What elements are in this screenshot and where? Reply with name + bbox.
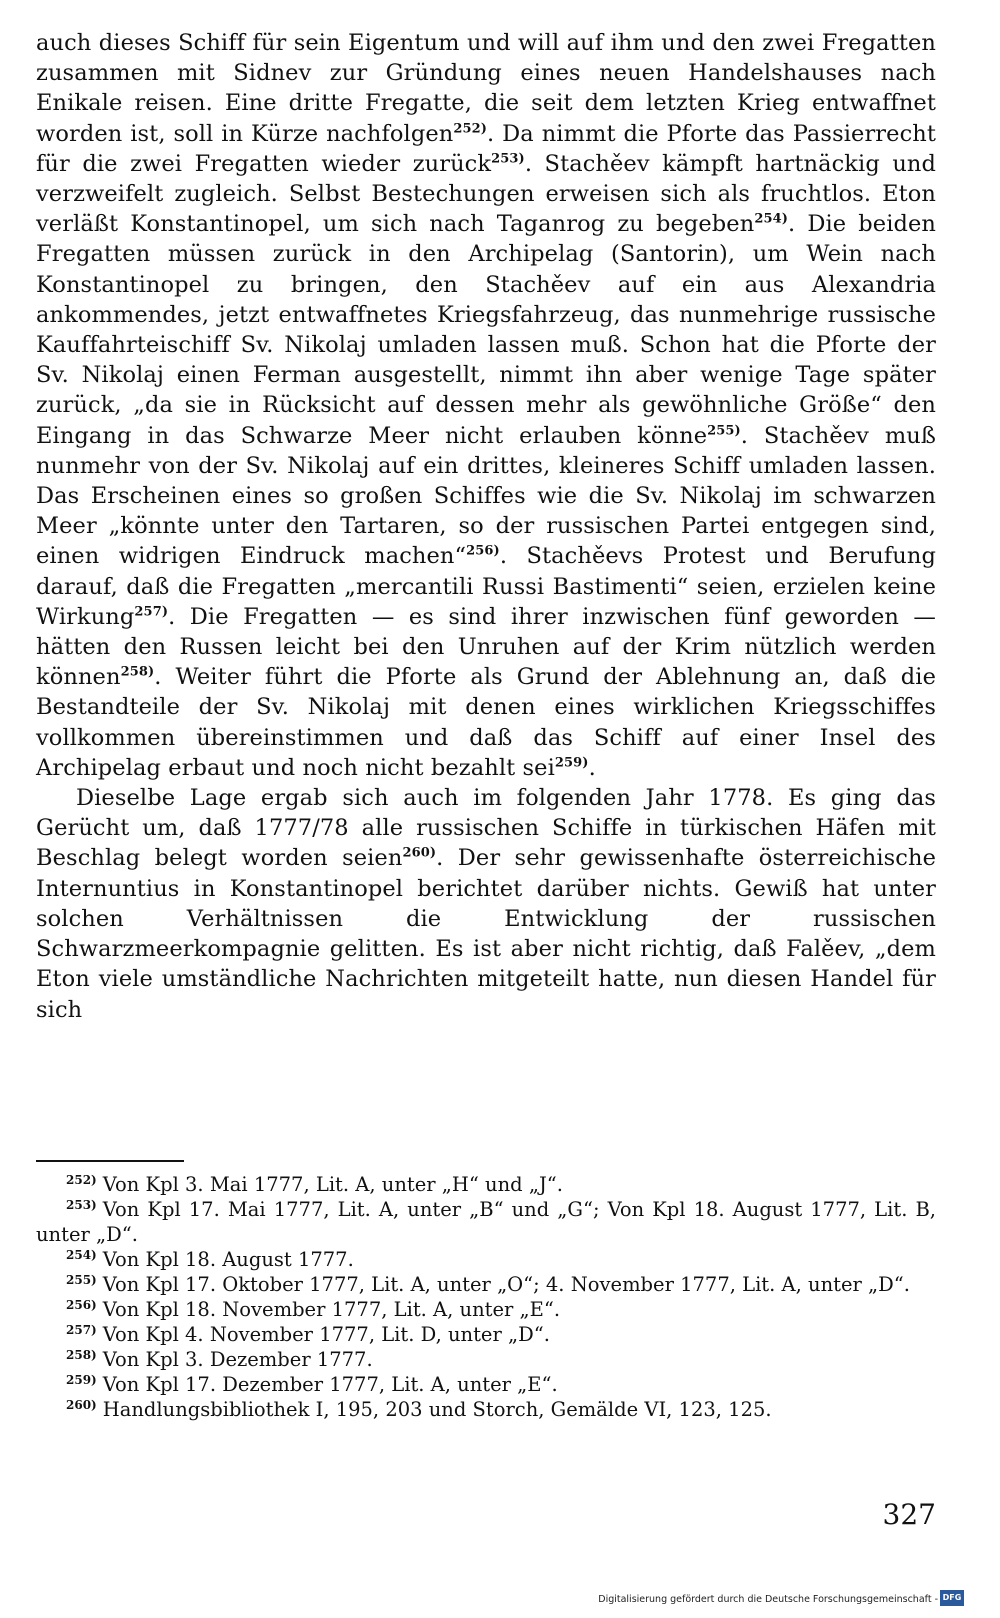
footnote-text: Handlungsbibliothek I, 195, 203 und Storch, Gemälde VI, 123, 125. [102,1398,772,1421]
footnote-number: 259) [66,1372,97,1387]
footnote-number: 257) [66,1322,97,1337]
page-number: 327 [882,1498,936,1531]
footnote-258 [36,1347,936,1372]
footnote-ref-257[interactable]: 257) [134,604,169,620]
footnote-ref-260[interactable]: 260) [402,845,437,861]
text-segment: . Da nimmt die Pforte das Passierrecht für die zwei Fregatten wieder zurück [36,120,937,177]
text-segment: . Der sehr gewissenhafte österreichische Internuntius in Konstantinopel berichtet darüber nichts. Gewiß hat unter solchen Verhältnissen die Entwicklung der russischen Schwarzmeerkompagnie gelitten. Es ist aber nicht richtig, daß Falěev, „dem Eton viele umständliche Nachrichten mitgeteilt hatte, nun diesen Handel für sich [36,845,936,1023]
footnote-text: Von Kpl 18. November 1777, Lit. A, unter „E“. [102,1298,561,1321]
body-text [36,28,936,1025]
footnote-number: 252) [66,1172,97,1187]
footnote-text: Von Kpl 3. Dezember 1777. [102,1348,373,1371]
text-segment: auch dieses Schiff für sein Eigentum und will auf ihm und den zwei Fregatten zusammen mit Sidnev zur Gründung eines neuen Handelshauses nach Enikale reisen. Eine dritte Fregatte, die seit dem letzten Krieg entwaffnet worden ist, soll in Kürze nachfolgen [36,30,936,147]
digitization-credit: Digitalisierung gefördert durch die Deutsche Forschungsgemeinschaft - [598,1594,938,1605]
footnote-ref-255[interactable]: 255) [707,423,741,439]
text-segment: . [588,754,596,781]
paragraph-2 [36,783,936,1025]
text-segment: . Stachěev muß nunmehr von der Sv. Nikolaj auf ein drittes, kleineres Schiff umladen lassen. Das Erscheinen eines so großen Schiffes wie die Sv. Nikolaj im schwarzen Meer „könnte unter den Tartaren, so der russischen Partei entgegen sind, einen widrigen Eindruck machen“ [36,422,936,570]
footnote-ref-259[interactable]: 259) [554,755,589,771]
footnote-ref-256[interactable]: 256) [466,543,500,559]
footnote-number: 253) [66,1197,97,1212]
footnote-252 [36,1172,936,1197]
text-segment: . Stachěevs Protest und Berufung darauf, daß die Fregatten „mercantili Russi Bastimenti“ seien, erzielen keine Wirkung [36,543,936,630]
footnote-ref-253[interactable]: 253) [491,151,525,167]
footnote-divider [36,1160,184,1162]
footnote-259 [36,1372,936,1397]
footnote-number: 258) [66,1347,97,1362]
text-segment: Dieselbe Lage ergab sich auch im folgenden Jahr 1778. Es ging das Gerücht um, daß 1777/78 alle russischen Schiffe in türkischen Häfen mit Beschlag belegt worden seien [36,785,936,872]
dfg-logo-icon: DFG [940,1590,964,1606]
footnote-text: Von Kpl 3. Mai 1777, Lit. A, unter „H“ und „J“. [102,1173,563,1196]
footnotes [36,1172,936,1422]
footnote-257 [36,1322,936,1347]
footnote-253 [36,1197,936,1247]
footnote-ref-252[interactable]: 252) [453,121,488,137]
text-segment: . Die beiden Fregatten müssen zurück in den Archipelag (Santorin), um Wein nach Konstantinopel zu bringen, den Stachěev auf ein aus Alexandria ankommendes, jetzt entwaffnetes Kriegsfahrzeug, das nunmehrige russische Kauffahrteischiff Sv. Nikolaj umladen lassen muß. Schon hat die Pforte der Sv. Nikolaj einen Ferman ausgestellt, nimmt ihn aber wenige Tage später zurück, „da sie in Rücksicht auf dessen mehr als gewöhnliche Größe“ den Eingang in das Schwarze Meer nicht erlauben könne [36,211,936,449]
text-segment: . Stachěev kämpft hartnäckig und verzweifelt zugleich. Selbst Bestechungen erweisen sich als fruchtlos. Eton verläßt Konstantinopel, um sich nach Taganrog zu begeben [36,150,937,238]
text-segment: . Die Fregatten — es sind ihrer inzwischen fünf geworden — hätten den Russen leicht bei den Unruhen auf der Krim nützlich werden können [36,603,936,691]
footnote-260 [36,1397,936,1422]
footnote-255 [36,1272,936,1297]
footnote-ref-258[interactable]: 258) [120,664,155,680]
footnote-text: Von Kpl 18. August 1777. [102,1248,354,1271]
footnote-number: 255) [66,1272,97,1287]
footnote-number: 254) [66,1247,97,1262]
paragraph-1 [36,28,936,783]
footnote-number: 260) [66,1397,97,1412]
footnote-text: Von Kpl 17. Oktober 1777, Lit. A, unter „O“; 4. November 1777, Lit. A, unter „D“. [102,1273,910,1296]
footnote-text: Von Kpl 4. November 1777, Lit. D, unter „D“. [102,1323,550,1346]
footnote-ref-254[interactable]: 254) [754,211,789,227]
footnote-254 [36,1247,936,1272]
footnote-text: Von Kpl 17. Mai 1777, Lit. A, unter „B“ und „G“; Von Kpl 18. August 1777, Lit. B, unter „D“. [36,1198,936,1246]
text-segment: . Weiter führt die Pforte als Grund der Ablehnung an, daß die Bestandteile der Sv. Nikolaj mit denen eines wirklichen Kriegsschiffes vollkommen übereinstimmen und daß das Schiff auf einer Insel des Archipelag erbaut und noch nicht bezahlt sei [36,664,936,781]
footnote-256 [36,1297,936,1322]
footnote-text: Von Kpl 17. Dezember 1777, Lit. A, unter „E“. [102,1373,558,1396]
footnote-number: 256) [66,1297,97,1312]
